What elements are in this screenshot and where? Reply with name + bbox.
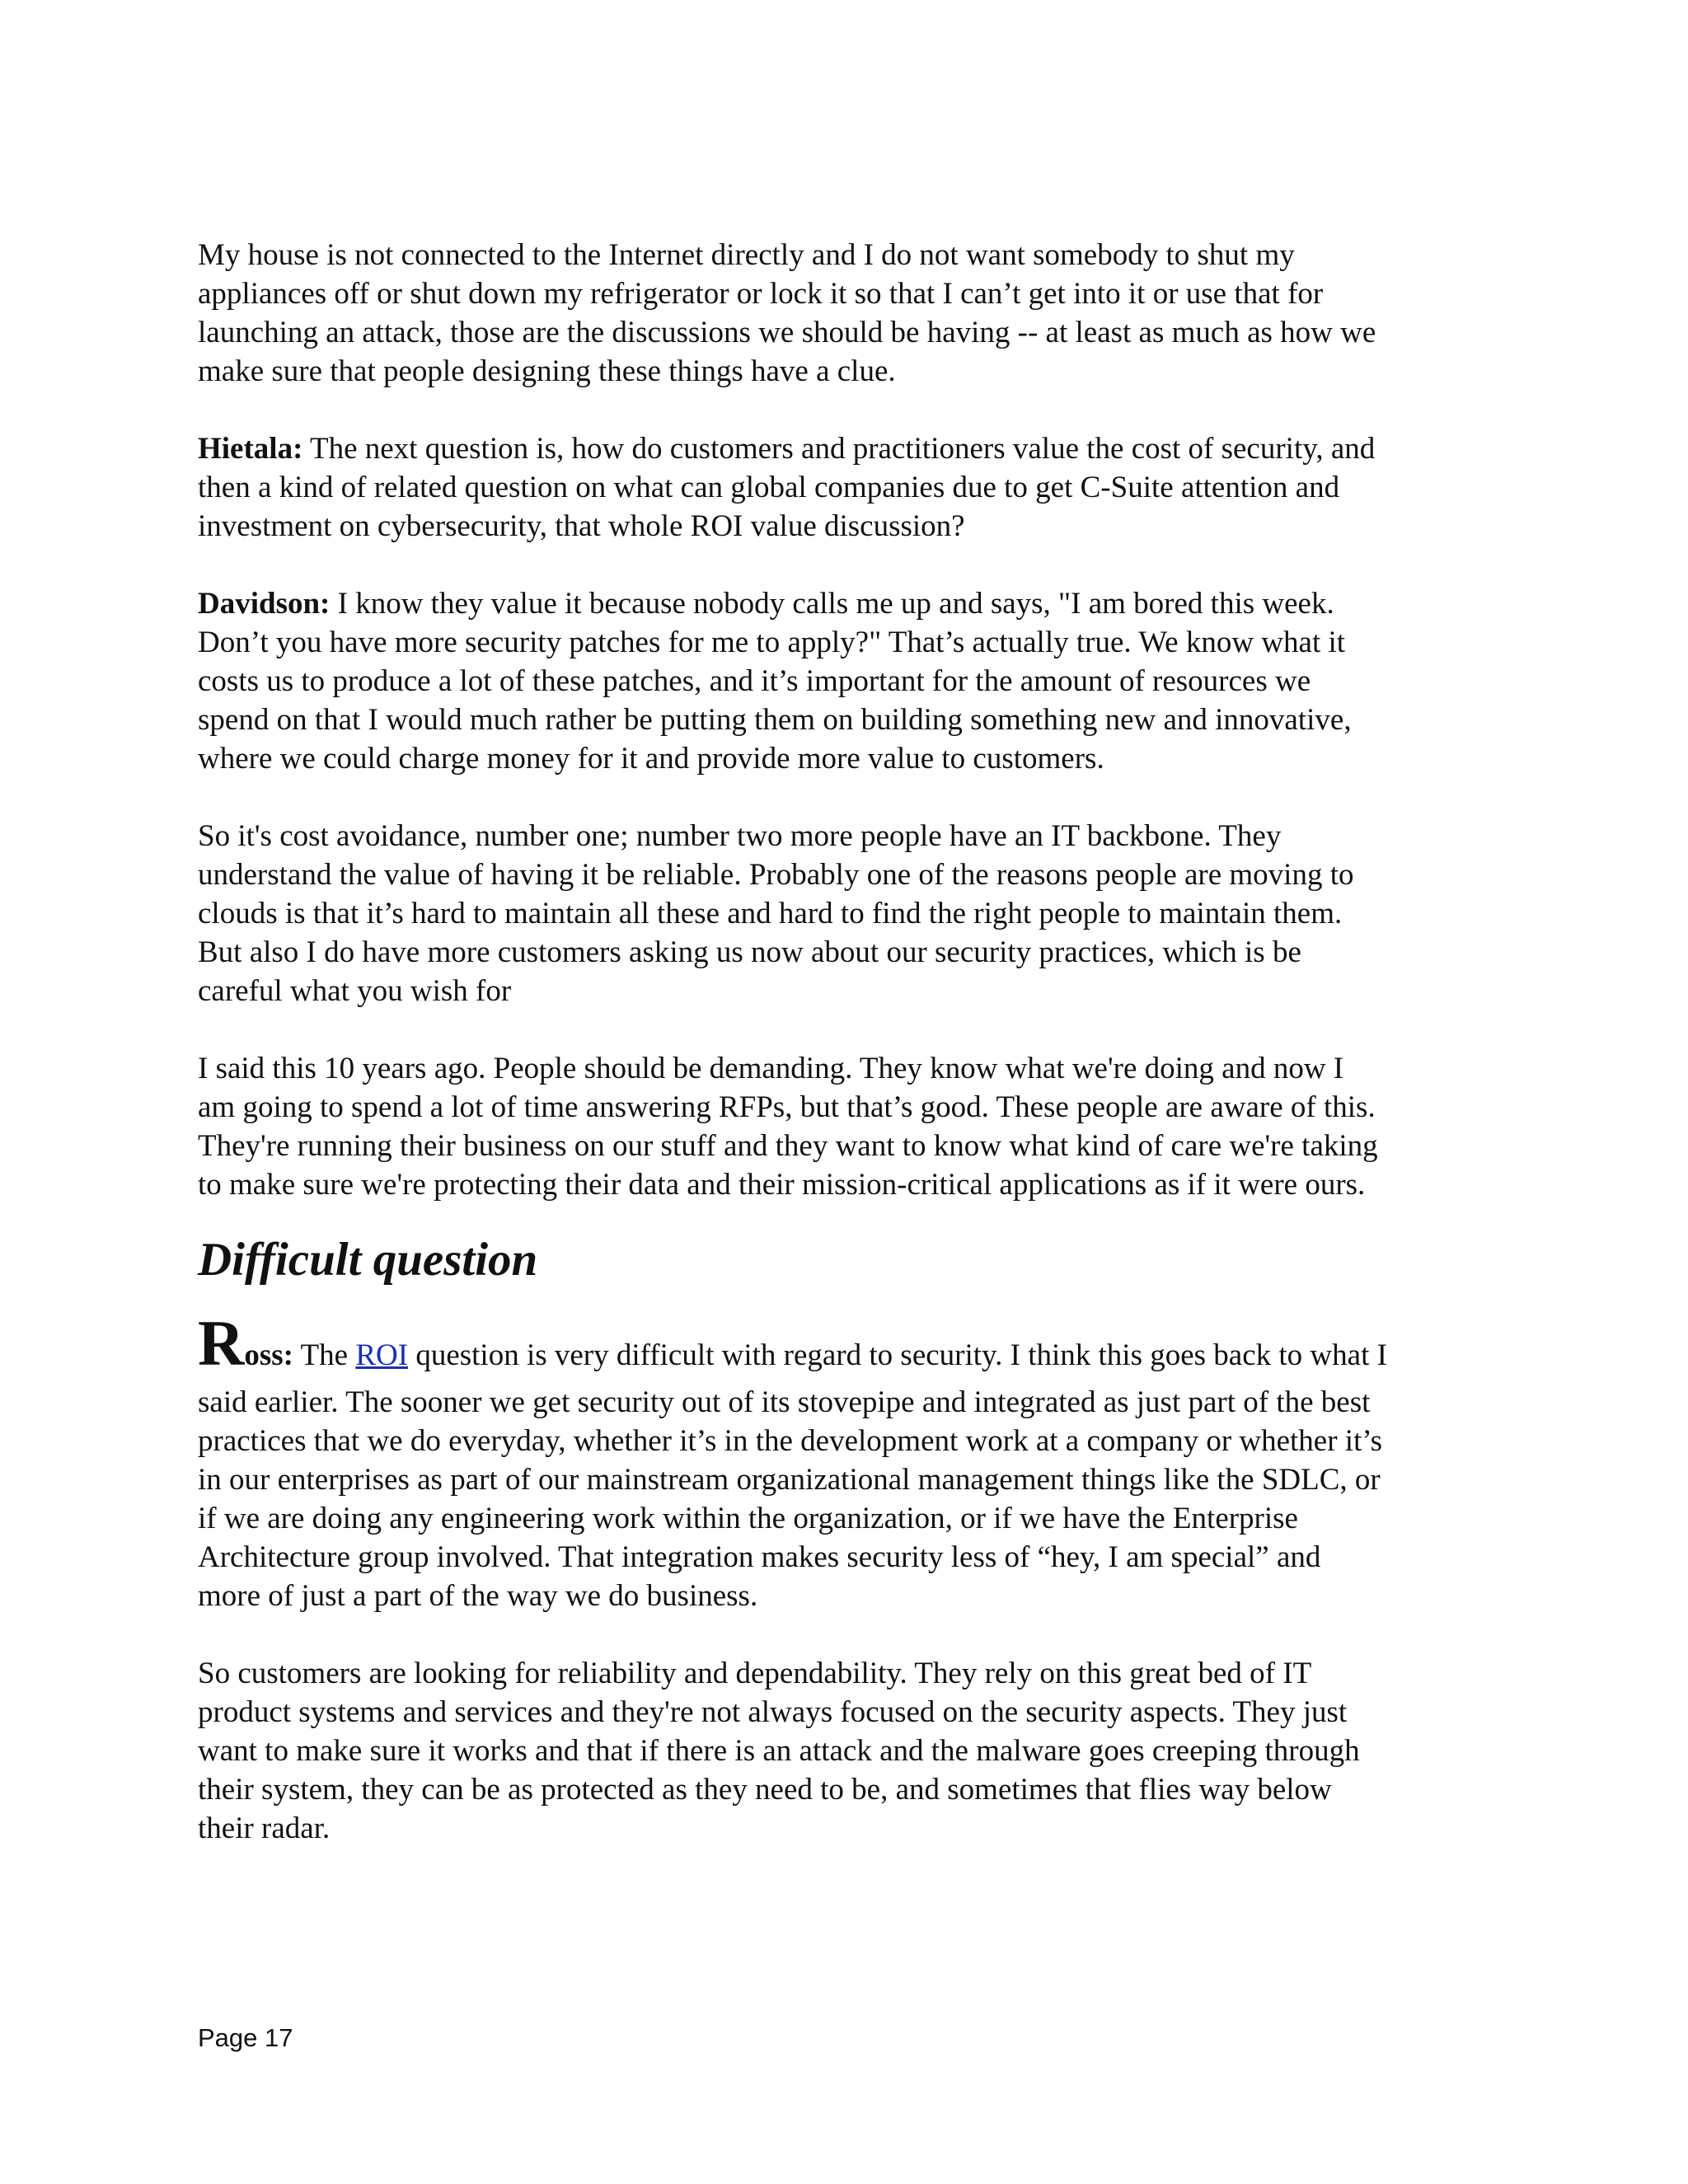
roi-link[interactable]: ROI <box>355 1338 409 1372</box>
paragraph-ross-first-line <box>198 1307 1492 1383</box>
paragraph-ross-text: said earlier. The sooner we get security out of its stovepipe and integrated as just part of the best practices that we do everyday, whether it’s in the development work at a company or whether it’s in our enterprises as part of our mainstream organizational management things like the SDLC, or if we are doing any engineering work within the organization, or if we have the Enterprise Architecture group involved. That integration makes security less of “hey, I am special” and more of just a part of the way we do business. <box>198 1385 1383 1613</box>
paragraph-reliability: So customers are looking for reliability and dependability. They rely on this great bed of IT product systems and services and they're not always focused on the security aspects. They just want to make sure it works and that if there is an attack and the malware goes creeping through their system, they can be as protected as they need to be, and sometimes that flies way below their radar. <box>198 1657 1360 1845</box>
paragraph-ross <box>198 1307 1492 1615</box>
paragraph-davidson-text: I know they value it because nobody calls me up and says, "I am bored this week. Don’t you have more security patches for me to apply?" That’s actually true. We know what it costs us to produce a lot of these patches, and it’s important for the amount of resources we spend on that I would much rather be putting them on building something new and innovative, where we could charge money for it and provide more value to customers. <box>198 587 1352 776</box>
paragraph-hietala-text: The next question is, how do customers and practitioners value the cost of security, and then a kind of related question on what can global companies due to get C-Suite attention and investment on cybersecurity, that whole ROI value discussion? <box>198 432 1376 543</box>
paragraph-ross-first-rest: question is very difficult with regard to security. I think this goes back to what I <box>408 1338 1387 1372</box>
speaker-ross: oss: <box>244 1338 293 1372</box>
paragraph-davidson <box>198 584 1492 778</box>
section-heading: Difficult question <box>198 1234 538 1286</box>
paragraph-appliances: My house is not connected to the Internet directly and I do not want somebody to shut my appliances off or shut down my refrigerator or lock it so that I can’t get into it or use that for launching an attack, those are the discussions we should be having -- at least as much as how we make sure that people designing these things have a clue. <box>198 238 1376 388</box>
paragraph-ross-pre: The <box>293 1338 356 1372</box>
paragraph-cost-avoidance: So it's cost avoidance, number one; number two more people have an IT backbone. They understand the value of having it be reliable. Probably one of the reasons people are moving to clouds is that it’s hard to maintain all these and hard to find the right people to maintain them. But also I do have more customers asking us now about our security practices, which is be careful what you wish for <box>198 819 1354 1008</box>
speaker-hietala: Hietala: <box>198 432 303 466</box>
drop-cap: R <box>198 1307 245 1379</box>
speaker-davidson: Davidson: <box>198 587 331 621</box>
paragraph-ten-years-ago: I said this 10 years ago. People should be demanding. They know what we're doing and now I am going to spend a lot of time answering RFPs, but that’s good. These people are aware of this. They're running their business on our stuff and they want to know what kind of care we're taking to make sure we're protecting their data and their mission-critical applications as if it were ours. <box>198 1052 1378 1202</box>
paragraph-hietala <box>198 429 1492 546</box>
page-number: Page 17 <box>198 2023 293 2052</box>
document-body <box>198 236 1492 1886</box>
